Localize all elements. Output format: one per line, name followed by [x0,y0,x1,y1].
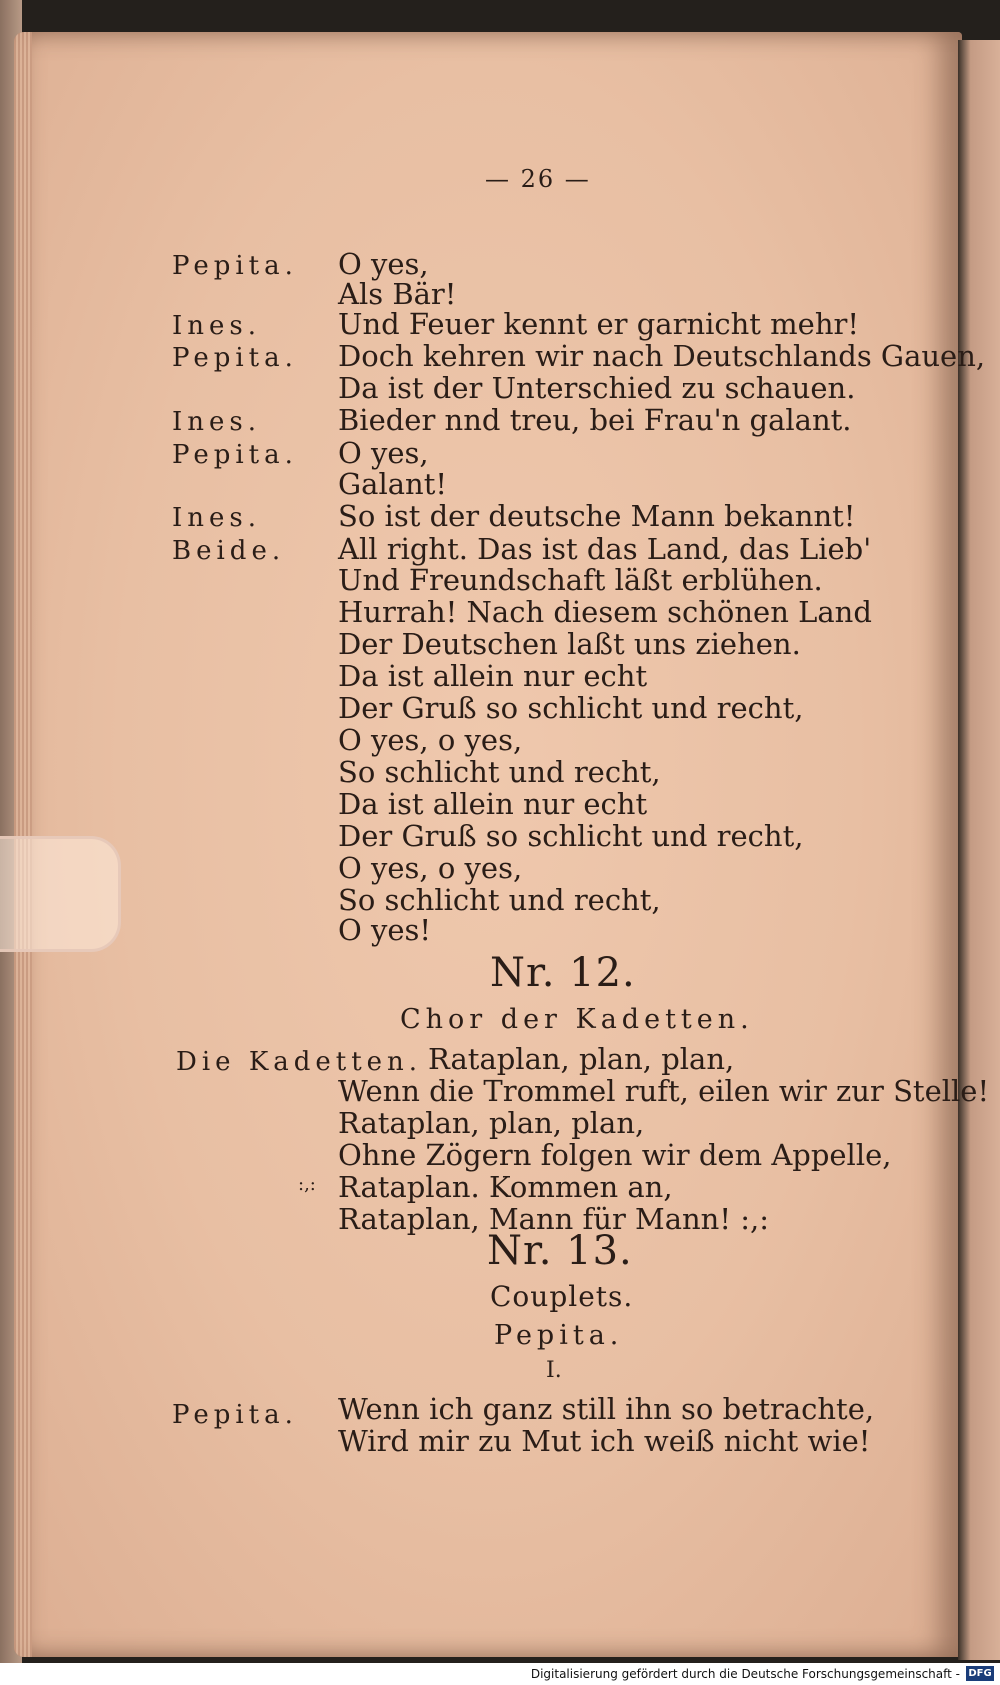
chorus-line: Rataplan. Kommen an, [338,1170,673,1204]
verse-line: So schlicht und recht, [338,755,661,789]
verse-line: Galant! [338,467,448,501]
chorus-line: Ohne Zögern folgen wir dem Appelle, [338,1138,892,1172]
verse-line: All right. Das ist das Land, das Lieb' [338,532,872,566]
verse-line: Der Gruß so schlicht und recht, [338,819,804,853]
verse-line: Und Feuer kennt er garnicht mehr! [338,307,860,341]
verse-line: Da ist der Unterschied zu schauen. [338,371,856,405]
section-13-verse: I. [546,1358,562,1383]
speaker-name: Ines. [172,503,262,533]
speaker-name: Beide. [172,536,286,566]
verse-line: Der Deutschen laßt uns ziehen. [338,627,801,661]
verse-line: Als Bär! [338,277,457,311]
speaker-name: Pepita. [172,343,298,373]
verse-line: Und Freundschaft läßt erblühen. [338,563,823,597]
funding-note: Digitalisierung gefördert durch die Deutsche Forschungsgemeinschaft - [530,1667,960,1681]
verse-line: So ist der deutsche Mann bekannt! [338,499,856,533]
verse-line: O yes, [338,247,429,281]
section-13-number: Nr. 13. [487,1228,633,1274]
verse-line: Hurrah! Nach diesem schönen Land [338,595,872,629]
verse-line: Da ist allein nur echt [338,659,648,693]
footer-bar [0,1663,1000,1685]
verse-line: Bieder nnd treu, bei Frau'n galant. [338,403,852,437]
verse-line: O yes, o yes, [338,723,523,757]
speaker-name: Ines. [172,311,262,341]
chorus-line: Rataplan, Mann für Mann! :,: [338,1202,769,1236]
speaker-name: Pepita. [172,251,298,281]
speaker-name: Pepita. [172,440,298,470]
section-12-speaker: Die Kadetten. [176,1047,423,1077]
dfg-logo: DFG [966,1666,994,1681]
section-13-title: Couplets. [490,1280,634,1313]
verse-line: Da ist allein nur echt [338,787,648,821]
verse-line: O yes, [338,436,429,470]
chorus-line: Rataplan, plan, plan, [428,1042,735,1076]
section-13-line-2: Wird mir zu Mut ich weiß nicht wie! [338,1424,871,1458]
section-13-subtitle: Pepita. [494,1320,624,1351]
verse-line: O yes, o yes, [338,851,523,885]
page-number: — 26 — [485,165,591,193]
section-12-number: Nr. 12. [490,950,636,996]
chorus-line: Rataplan, plan, plan, [338,1106,645,1140]
section-13-speaker: Pepita. [172,1400,298,1430]
speaker-name: Ines. [172,407,262,437]
chorus-line: Wenn die Trommel ruft, eilen wir zur Stelle! [338,1074,990,1108]
verse-line: Doch kehren wir nach Deutschlands Gauen, [338,339,986,373]
repeat-marker: :,: [298,1174,316,1195]
section-12-title: Chor der Kadetten. [400,1004,754,1035]
verse-line: So schlicht und recht, [338,883,661,917]
section-13-line-1: Wenn ich ganz still ihn so betrachte, [338,1392,875,1426]
verse-line: O yes! [338,913,432,947]
verse-line: Der Gruß so schlicht und recht, [338,691,804,725]
